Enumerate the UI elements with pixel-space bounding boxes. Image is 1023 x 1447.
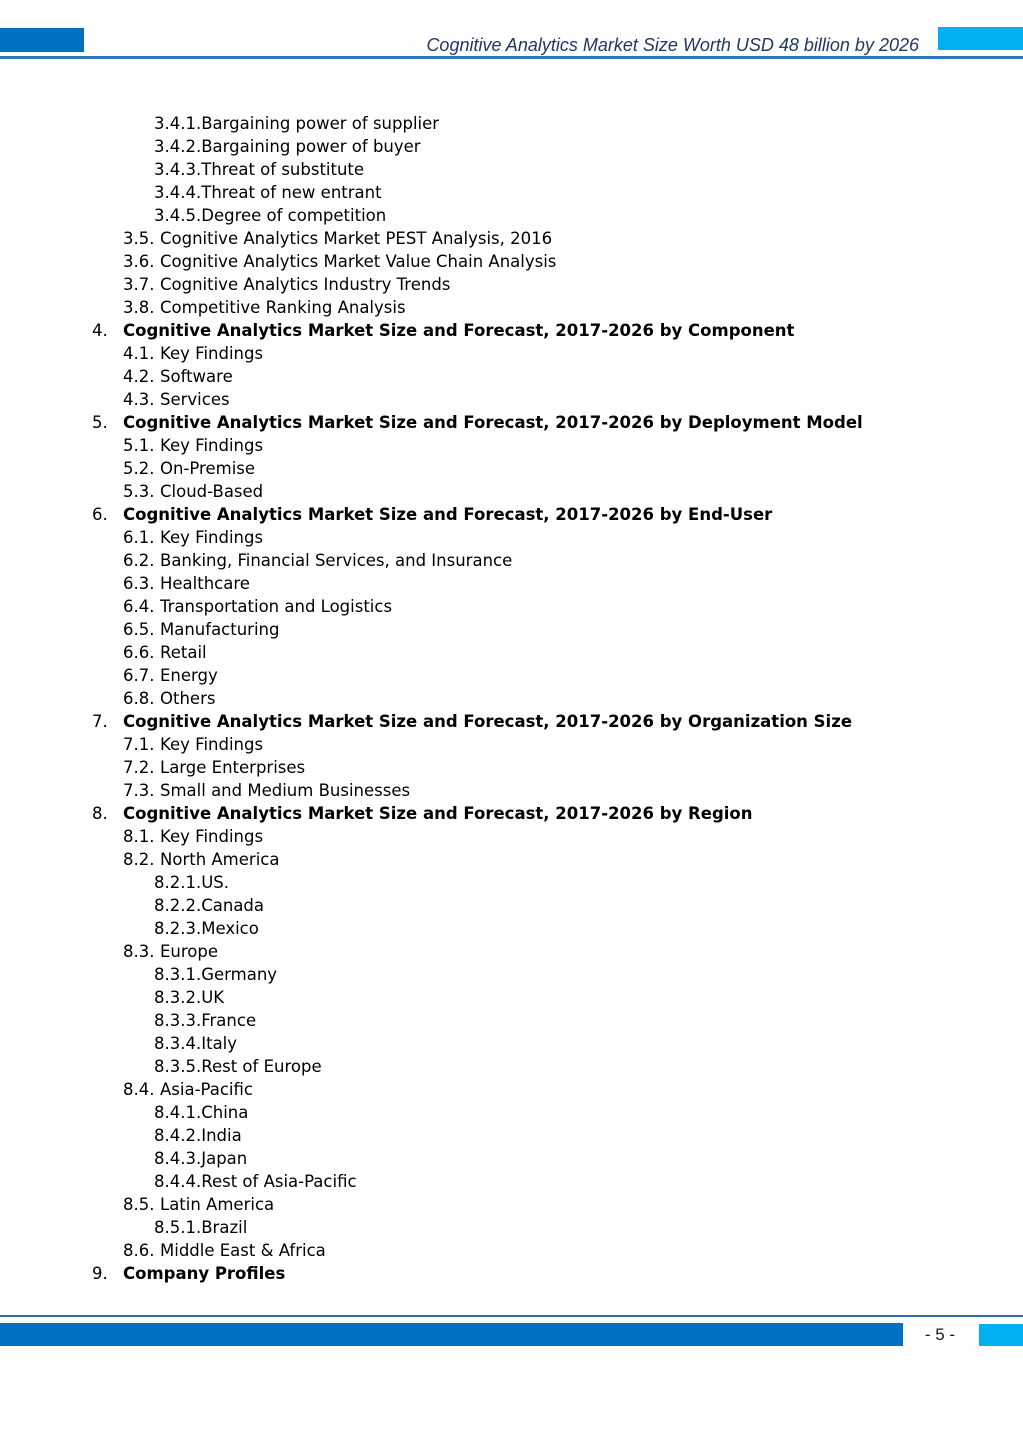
toc-entry-level-1 [0, 319, 1023, 342]
toc-entry-title: Threat of substitute [201, 160, 365, 179]
toc-entry-number: 3.4.5. [154, 206, 202, 225]
header-accent-bar-right [938, 27, 1023, 50]
toc-entry-number-and-title [154, 112, 439, 135]
toc-entry-level-2 [0, 848, 1023, 871]
toc-entry-number-and-title [154, 1009, 256, 1032]
toc-entry-level-3 [0, 917, 1023, 940]
toc-entry-number: 4.2. [123, 367, 155, 386]
toc-entry-title: On-Premise [160, 459, 256, 478]
toc-entry-number: 7.2. [123, 758, 155, 777]
toc-entry-number-and-title [154, 1124, 242, 1147]
toc-entry-level-1 [0, 710, 1023, 733]
toc-entry-level-1 [0, 802, 1023, 825]
toc-entry-level-2 [0, 273, 1023, 296]
toc-entry-number: 6.4. [123, 597, 155, 616]
toc-entry-level-2 [0, 250, 1023, 273]
toc-entry-title: Small and Medium Businesses [160, 781, 411, 800]
toc-entry-level-1 [0, 411, 1023, 434]
toc-entry-title: Software [160, 367, 233, 386]
toc-entry-title: Key Findings [160, 436, 264, 455]
toc-entry-title: Latin America [160, 1195, 275, 1214]
toc-entry-title: Cognitive Analytics Industry Trends [160, 275, 451, 294]
toc-entry-number-and-title [154, 1055, 322, 1078]
toc-entry-title: Mexico [201, 919, 259, 938]
toc-entry-level-2 [0, 388, 1023, 411]
toc-entry-title: Cognitive Analytics Market Size and Forecast, 2017-2026 by Organization Size [123, 712, 853, 731]
toc-entry-level-3 [0, 986, 1023, 1009]
toc-entry-title: Cognitive Analytics Market Size and Forecast, 2017-2026 by Deployment Model [123, 413, 863, 432]
toc-entry-level-2 [0, 296, 1023, 319]
toc-entry-level-2 [0, 756, 1023, 779]
toc-entry-number: 3.4.3. [154, 160, 202, 179]
toc-entry-level-3 [0, 1009, 1023, 1032]
toc-entry-title: Key Findings [160, 827, 264, 846]
toc-entry-title: Company Profiles [123, 1264, 286, 1283]
toc-entry-number: 6.7. [123, 666, 155, 685]
toc-entry-title: Competitive Ranking Analysis [160, 298, 406, 317]
toc-entry-number: 8.4.3. [154, 1149, 202, 1168]
toc-entry-number: 8.3.5. [154, 1057, 202, 1076]
toc-entry-title: Italy [201, 1034, 238, 1053]
toc-entry-number: 5.3. [123, 482, 155, 501]
toc-entry-title: Brazil [201, 1218, 248, 1237]
toc-entry-level-3 [0, 871, 1023, 894]
toc-entry-title: France [201, 1011, 257, 1030]
toc-entry-level-2 [0, 480, 1023, 503]
toc-entry-number: 8.5.1. [154, 1218, 202, 1237]
toc-entry-level-2 [0, 779, 1023, 802]
toc-entry-number: 8.6. [123, 1241, 155, 1260]
toc-entry-number: 8.2.3. [154, 919, 202, 938]
toc-entry-level-2 [0, 342, 1023, 365]
toc-entry-title: Banking, Financial Services, and Insurance [160, 551, 513, 570]
toc-entry-level-3 [0, 181, 1023, 204]
toc-entry-level-2 [0, 641, 1023, 664]
toc-entry-number: 7.1. [123, 735, 155, 754]
toc-entry-level-2 [0, 1193, 1023, 1216]
toc-entry-number: 3.6. [123, 252, 155, 271]
toc-entry-level-2 [0, 365, 1023, 388]
toc-entry-level-2 [0, 434, 1023, 457]
toc-entry-level-1 [0, 503, 1023, 526]
toc-entry-number: 3.4.1. [154, 114, 202, 133]
toc-entry-level-2 [0, 618, 1023, 641]
toc-entry-title: Cognitive Analytics Market PEST Analysis, 2016 [160, 229, 553, 248]
toc-entry-number: 8.3.1. [154, 965, 202, 984]
header-rule [0, 56, 1023, 59]
toc-entry-title: Cognitive Analytics Market Size and Forecast, 2017-2026 by Region [123, 804, 753, 823]
toc-entry-level-2 [0, 733, 1023, 756]
toc-entry-title: India [201, 1126, 242, 1145]
toc-entry-title: Cognitive Analytics Market Size and Forecast, 2017-2026 by End-User [123, 505, 773, 524]
toc-entry-level-3 [0, 1147, 1023, 1170]
toc-entry-title: UK [201, 988, 225, 1007]
toc-entry-title: US. [201, 873, 230, 892]
toc-entry-title: Retail [160, 643, 207, 662]
toc-entry-title: Key Findings [160, 344, 264, 363]
toc-entry-level-3 [0, 1032, 1023, 1055]
toc-entry-title: Healthcare [160, 574, 250, 593]
toc-entry-number-and-title [154, 181, 382, 204]
toc-entry-number: 6.5. [123, 620, 155, 639]
toc-entry-level-2 [0, 1239, 1023, 1262]
toc-entry-level-2 [0, 457, 1023, 480]
toc-entry-title: Degree of competition [201, 206, 387, 225]
toc-entry-number-and-title [154, 871, 229, 894]
toc-entry-number-and-title [154, 1216, 247, 1239]
toc-entry-level-3 [0, 158, 1023, 181]
toc-entry-number-and-title [154, 1101, 248, 1124]
toc-entry-number: 8.4.1. [154, 1103, 202, 1122]
toc-entry-number: 8.3.3. [154, 1011, 202, 1030]
toc-entry-number: 8.2.2. [154, 896, 202, 915]
toc-entry-title: Services [160, 390, 230, 409]
toc-entry-level-3 [0, 963, 1023, 986]
toc-entry-number: 8.5. [123, 1195, 155, 1214]
toc-entry-title: North America [160, 850, 280, 869]
footer-rule [0, 1315, 1023, 1317]
document-title: Cognitive Analytics Market Size Worth USD 48 billion by 2026 [426, 35, 919, 55]
toc-entry-number-and-title [154, 135, 421, 158]
table-of-contents [0, 112, 1023, 1285]
toc-entry-title: Europe [160, 942, 219, 961]
toc-entry-title: Rest of Europe [201, 1057, 322, 1076]
toc-entry-number: 5. [92, 413, 108, 432]
toc-entry-number: 3.7. [123, 275, 155, 294]
toc-entry-title: Energy [160, 666, 218, 685]
toc-entry-number: 3.4.2. [154, 137, 202, 156]
toc-entry-number: 6.3. [123, 574, 155, 593]
toc-entry-number: 5.1. [123, 436, 155, 455]
toc-entry-level-2 [0, 572, 1023, 595]
toc-entry-number: 6.8. [123, 689, 155, 708]
toc-entry-level-3 [0, 1216, 1023, 1239]
toc-entry-number: 8.3.2. [154, 988, 202, 1007]
toc-entry-number: 7. [92, 712, 108, 731]
toc-entry-level-3 [0, 1055, 1023, 1078]
toc-entry-level-3 [0, 1124, 1023, 1147]
toc-entry-number: 6.6. [123, 643, 155, 662]
toc-entry-title: Middle East & Africa [160, 1241, 326, 1260]
toc-entry-level-2 [0, 595, 1023, 618]
toc-entry-number: 6.2. [123, 551, 155, 570]
toc-entry-number: 6.1. [123, 528, 155, 547]
toc-entry-level-1 [0, 1262, 1023, 1285]
toc-entry-title: Large Enterprises [160, 758, 306, 777]
toc-entry-title: China [201, 1103, 249, 1122]
toc-entry-number: 8.3. [123, 942, 155, 961]
toc-entry-number-and-title [154, 1147, 247, 1170]
toc-entry-level-2 [0, 825, 1023, 848]
footer-accent-bar-right [979, 1324, 1023, 1346]
toc-entry-number-and-title [154, 963, 277, 986]
toc-entry-number: 9. [92, 1264, 108, 1283]
toc-entry-title: Cloud-Based [160, 482, 264, 501]
toc-entry-level-3 [0, 894, 1023, 917]
toc-entry-number: 8. [92, 804, 108, 823]
toc-entry-number-and-title [154, 158, 364, 181]
toc-entry-title: Transportation and Logistics [160, 597, 393, 616]
toc-entry-number-and-title [154, 917, 259, 940]
toc-entry-title: Key Findings [160, 528, 264, 547]
footer-accent-bar [0, 1323, 903, 1346]
toc-entry-number: 4.3. [123, 390, 155, 409]
toc-entry-level-3 [0, 1170, 1023, 1193]
toc-entry-number-and-title [154, 204, 386, 227]
toc-entry-number-and-title [154, 894, 264, 917]
toc-entry-number: 3.8. [123, 298, 155, 317]
toc-entry-level-2 [0, 227, 1023, 250]
toc-entry-level-2 [0, 664, 1023, 687]
toc-entry-title: Bargaining power of buyer [201, 137, 421, 156]
toc-entry-level-2 [0, 549, 1023, 572]
toc-entry-title: Threat of new entrant [201, 183, 382, 202]
toc-entry-number: 8.4. [123, 1080, 155, 1099]
toc-entry-number: 8.4.2. [154, 1126, 202, 1145]
toc-entry-level-2 [0, 687, 1023, 710]
toc-entry-title: Germany [201, 965, 278, 984]
toc-entry-title: Bargaining power of supplier [201, 114, 440, 133]
toc-entry-title: Cognitive Analytics Market Value Chain Analysis [160, 252, 557, 271]
toc-entry-level-3 [0, 204, 1023, 227]
toc-entry-number: 4.1. [123, 344, 155, 363]
toc-entry-title: Canada [201, 896, 265, 915]
toc-entry-number: 8.4.4. [154, 1172, 202, 1191]
toc-entry-level-2 [0, 526, 1023, 549]
toc-entry-number: 6. [92, 505, 108, 524]
toc-entry-level-3 [0, 135, 1023, 158]
toc-entry-number: 3.5. [123, 229, 155, 248]
toc-entry-level-2 [0, 940, 1023, 963]
toc-entry-title: Rest of Asia-Pacific [201, 1172, 357, 1191]
toc-entry-number-and-title [154, 1032, 237, 1055]
toc-entry-number-and-title [154, 1170, 357, 1193]
toc-entry-title: Manufacturing [160, 620, 280, 639]
toc-entry-number: 8.2. [123, 850, 155, 869]
toc-entry-number: 7.3. [123, 781, 155, 800]
toc-entry-number: 8.3.4. [154, 1034, 202, 1053]
toc-entry-level-3 [0, 112, 1023, 135]
toc-entry-title: Others [160, 689, 216, 708]
toc-entry-title: Key Findings [160, 735, 264, 754]
toc-entry-number: 8.2.1. [154, 873, 202, 892]
toc-entry-number: 3.4.4. [154, 183, 202, 202]
toc-entry-number: 8.1. [123, 827, 155, 846]
toc-entry-level-2 [0, 1078, 1023, 1101]
toc-entry-title: Japan [201, 1149, 248, 1168]
toc-entry-number: 5.2. [123, 459, 155, 478]
toc-entry-level-3 [0, 1101, 1023, 1124]
toc-entry-number: 4. [92, 321, 108, 340]
header-accent-bar-left [0, 28, 84, 52]
page-number: - 5 - [924, 1325, 956, 1344]
toc-entry-number-and-title [154, 986, 224, 1009]
toc-entry-title: Cognitive Analytics Market Size and Forecast, 2017-2026 by Component [123, 321, 795, 340]
toc-entry-title: Asia-Pacific [160, 1080, 253, 1099]
